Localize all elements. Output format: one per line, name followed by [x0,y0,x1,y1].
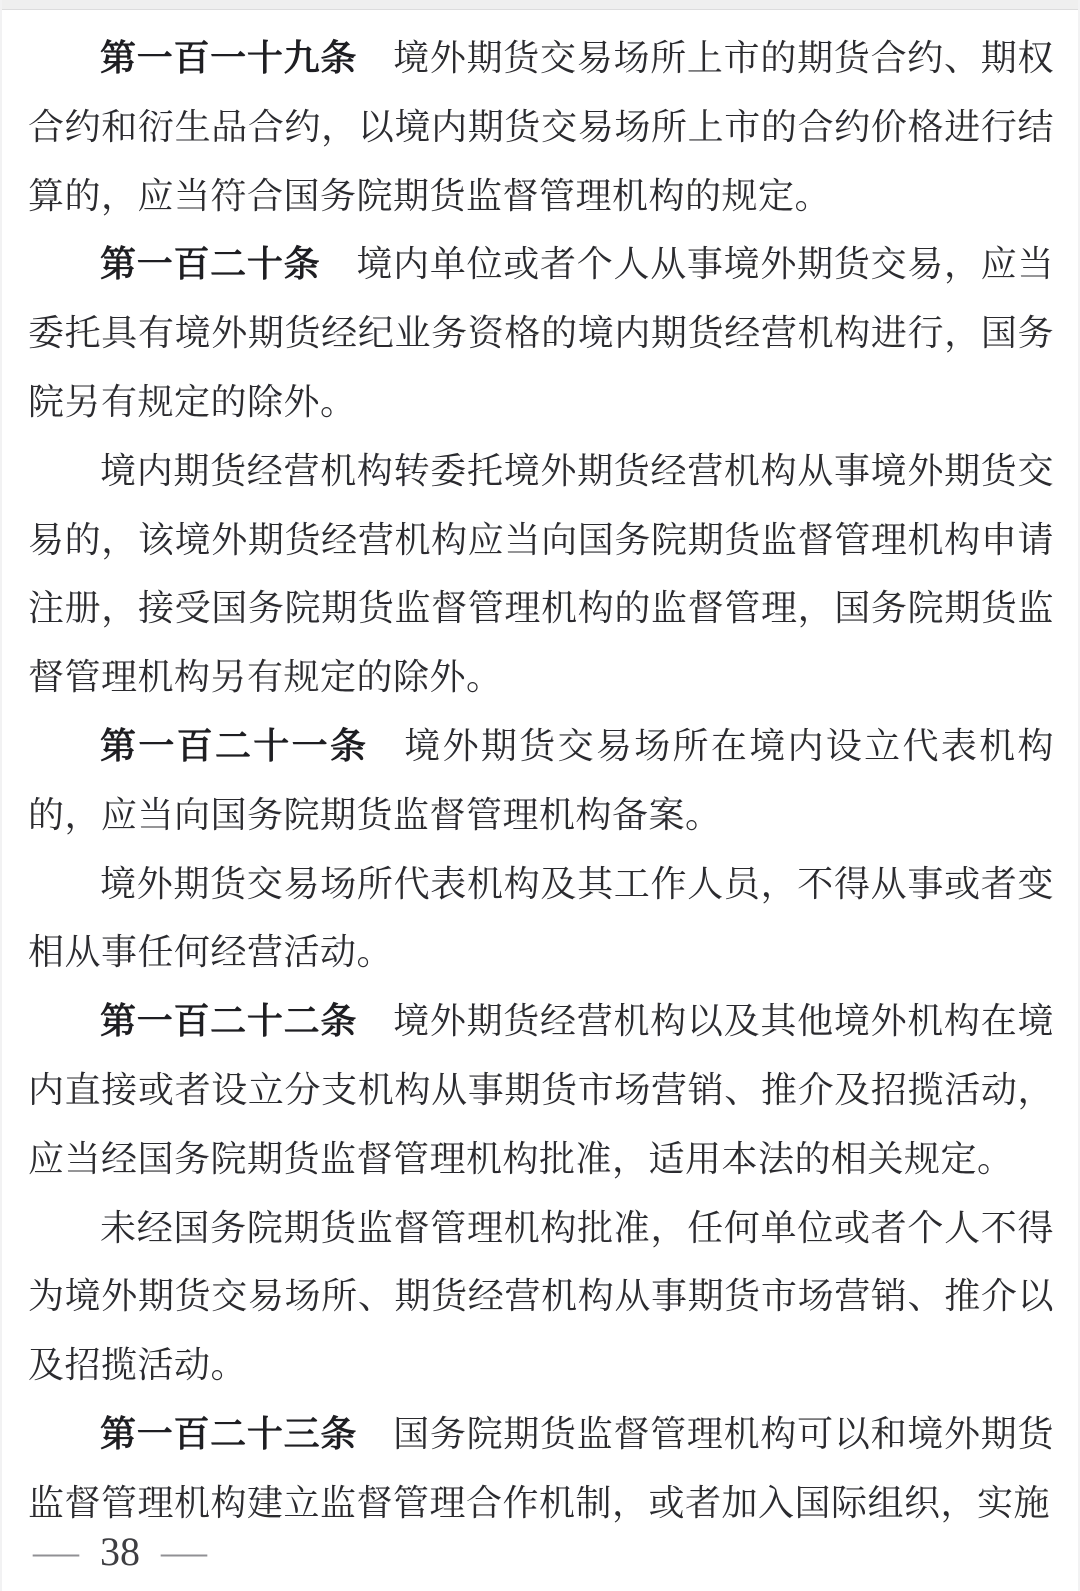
page-number: 38 [100,1529,140,1574]
page-footer [33,1528,207,1575]
article-number: 第一百一十九条 [100,37,358,78]
article-number: 第一百二十一条 [100,724,369,766]
page-left-edge [0,0,2,1591]
paragraph-text: 境内单位或者个人从事境外期货交易，应当委托具有境外期货经纪业务资格的境内期货经营机构进行，国务院另有规定的除外。 [28,244,1054,422]
law-paragraph [28,437,1054,712]
law-paragraph [28,1194,1054,1400]
footer-dash-left: — [33,1529,79,1574]
paragraph-text: 境外期货交易场所上市的期货合约、期权合约和衍生品合约，以境内期货交易场所上市的合约价格进行结算的，应当符合国务院期货监督管理机构的规定。 [28,38,1054,216]
law-paragraph [28,230,1054,436]
article-number: 第一百二十条 [100,243,321,285]
law-paragraph [28,850,1054,988]
paragraph-text: 国务院期货监督管理机构可以和境外期货监督管理机构建立监督管理合作机制，或者加入国际组织，实施 [28,1413,1054,1523]
paragraph-text: 境外期货经营机构以及其他境外机构在境内直接或者设立分支机构从事期货市场营销、推介及招揽活动，应当经国务院期货监督管理机构批准，适用本法的相关规定。 [28,1001,1054,1179]
paragraph-text: 境外期货交易场所代表机构及其工作人员，不得从事或者变相从事任何经营活动。 [28,863,1054,973]
article-number: 第一百二十二条 [100,1000,358,1042]
law-paragraph [28,712,1054,850]
footer-dash-right: — [161,1529,207,1574]
paragraph-text: 境外期货交易场所在境内设立代表机构的，应当向国务院期货监督管理机构备案。 [28,725,1054,835]
paragraph-text: 境内期货经营机构转委托境外期货经营机构从事境外期货交易的，该境外期货经营机构应当向国务院期货监督管理机构申请注册，接受国务院期货监督管理机构的监督管理，国务院期货监督管理机构另有规定的除外。 [28,450,1054,698]
article-number: 第一百二十三条 [100,1412,358,1454]
law-paragraph [28,24,1054,230]
page-top-edge [0,0,1080,10]
law-paragraph [28,1400,1054,1538]
paragraph-text: 未经国务院期货监督管理机构批准，任何单位或者个人不得为境外期货交易场所、期货经营机构从事期货市场营销、推介以及招揽活动。 [28,1207,1054,1386]
document-body [28,24,1054,1538]
law-paragraph [28,987,1054,1193]
